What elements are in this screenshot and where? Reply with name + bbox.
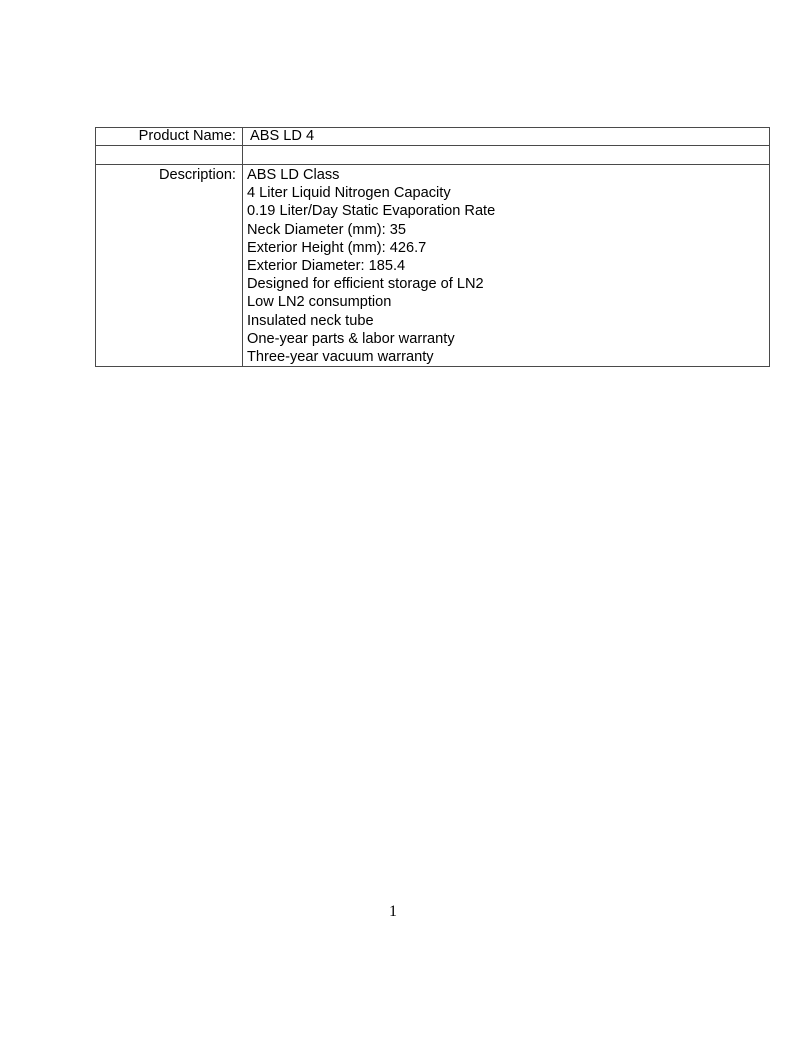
spacer-cell-value	[243, 146, 770, 165]
product-name-value: ABS LD 4	[243, 128, 770, 146]
description-line: 4 Liter Liquid Nitrogen Capacity	[247, 185, 451, 202]
description-line: Insulated neck tube	[247, 312, 374, 329]
description-line: Exterior Diameter: 185.4	[247, 258, 406, 275]
description-line: Neck Diameter (mm): 35	[247, 221, 406, 238]
spacer-cell-label	[96, 146, 243, 165]
description-line: Exterior Height (mm): 426.7	[247, 239, 427, 256]
description-line: Three-year vacuum warranty	[247, 349, 434, 366]
spacer-row	[96, 146, 770, 165]
description-line: Designed for efficient storage of LN2	[247, 276, 484, 293]
product-name-label: Product Name:	[96, 128, 243, 146]
description-value	[243, 165, 770, 367]
page-number: 1	[389, 903, 397, 920]
product-spec-table	[95, 127, 770, 367]
description-label: Description:	[96, 165, 243, 367]
description-line: 0.19 Liter/Day Static Evaporation Rate	[247, 203, 496, 220]
description-row	[96, 165, 770, 367]
description-line: Low LN2 consumption	[247, 294, 392, 311]
product-name-row	[96, 128, 770, 146]
description-line: ABS LD Class	[247, 167, 340, 183]
description-line: One-year parts & labor warranty	[247, 330, 455, 347]
